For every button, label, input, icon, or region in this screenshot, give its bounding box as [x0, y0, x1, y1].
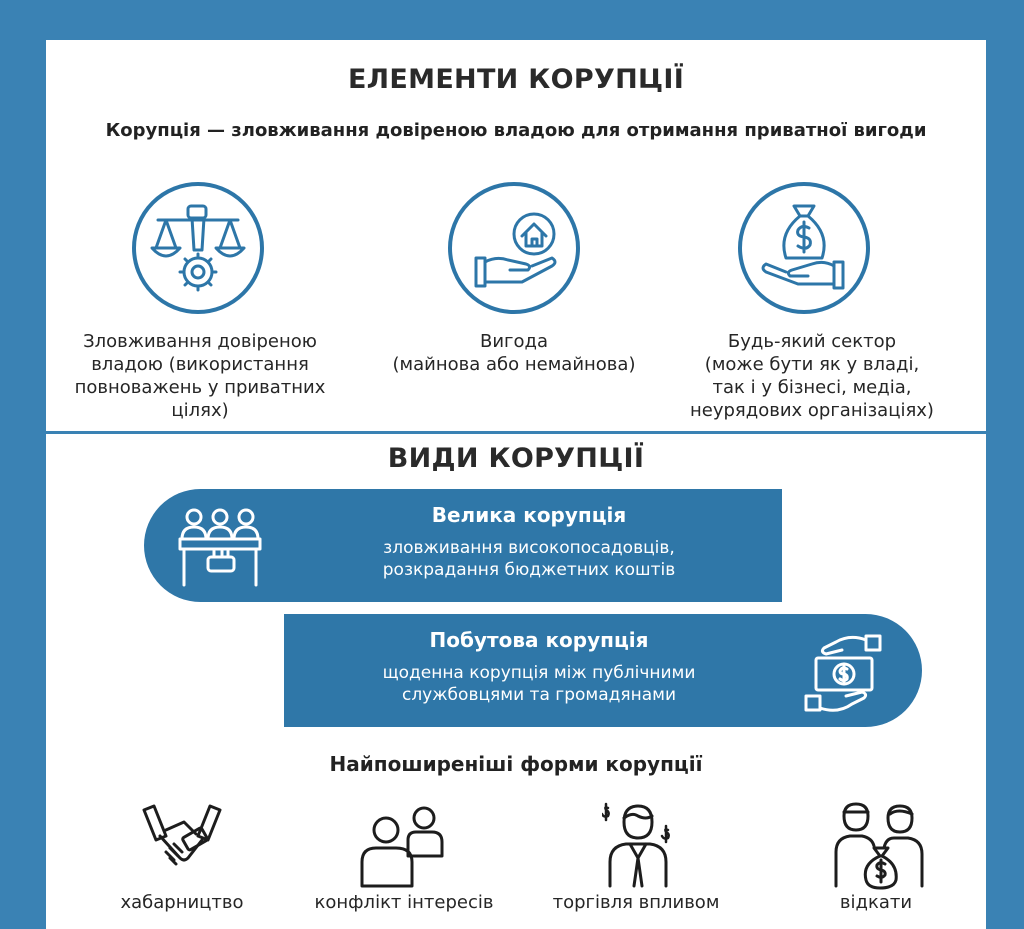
caption-abuse-power: Зловживання довіреною владою (використання повноважень у приватних цілях) [74, 331, 326, 421]
two-people-icon [358, 804, 450, 888]
caption-any-sector: Будь-який сектор (може бути як у владі, так і у бізнесі, медіа, неурядових організаціях) [690, 331, 934, 421]
form-label-conflict-of-interest: конфлікт інтересів [314, 892, 494, 913]
petty-corruption-banner [284, 614, 922, 727]
types-title: ВИДИ КОРУПЦІЇ [387, 443, 645, 474]
hand-house-icon [448, 182, 580, 314]
scales-gear-icon [132, 182, 264, 314]
officials-table-icon [178, 505, 262, 589]
petty-corruption-line-2: службовцями та громадянами [401, 685, 677, 705]
handshake-money-icon [140, 804, 224, 886]
petty-corruption-title: Побутова корупція [429, 628, 649, 652]
two-people-money-bag-icon [832, 800, 924, 890]
caption-benefit: Вигода (майнова або немайнова) [392, 331, 636, 375]
hands-cash-icon [802, 632, 886, 714]
section-divider [46, 431, 986, 434]
grand-corruption-line-2: розкрадання бюджетних коштів [382, 560, 676, 580]
forms-title: Найпоширеніші форми корупції [329, 752, 703, 776]
form-label-bribery: хабарництво [120, 892, 244, 913]
form-label-trading-in-influence: торгівля впливом [552, 892, 720, 913]
corruption-definition: Корупція — зловживання довіреною владою для отримання приватної вигоди [105, 120, 927, 141]
hand-money-bag-icon [738, 182, 870, 314]
elements-title: ЕЛЕМЕНТИ КОРУПЦІЇ [347, 64, 685, 95]
grand-corruption-banner [144, 489, 782, 602]
petty-corruption-line-1: щоденна корупція між публічними [382, 663, 696, 683]
form-label-kickbacks: відкати [839, 892, 913, 913]
businessman-dollar-icon [602, 800, 674, 888]
infographic-panel [46, 40, 986, 929]
grand-corruption-line-1: зловживання високопосадовців, [383, 538, 675, 558]
grand-corruption-title: Велика корупція [431, 503, 627, 527]
